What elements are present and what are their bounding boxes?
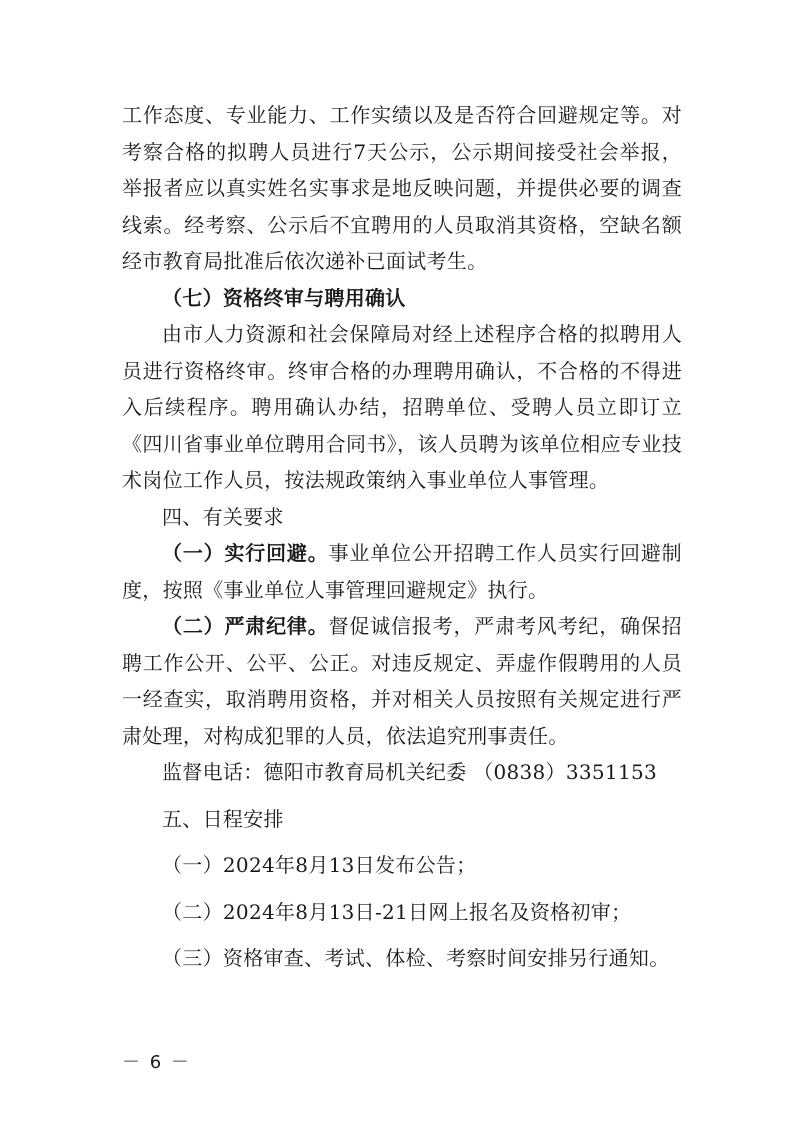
avoidance-body: 事业单位公开招聘工作人员实行回避制度，按照《事业单位人事管理回避规定》执行。 <box>122 541 682 602</box>
heading-schedule: 五、日程安排 <box>162 806 284 831</box>
schedule-item-1: （一）2024年8月13日发布公告； <box>162 853 477 877</box>
discipline-lead: （二）严肃纪律。 <box>162 614 329 638</box>
schedule-item-2: （二）2024年8月13日-21日网上报名及资格初审； <box>162 899 632 924</box>
heading-final-review: （七）资格终审与聘用确认 <box>162 285 406 310</box>
page-number: － 6 － <box>122 1052 191 1073</box>
paragraph-discipline <box>122 608 682 754</box>
avoidance-lead: （一）实行回避。 <box>162 541 329 565</box>
discipline-body: 督促诚信报考，严肃考风考纪，确保招聘工作公开、公平、公正。对违反规定、弄虚作假聘用的人员一经查实，取消聘用资格，并对相关人员按照有关规定进行严肃处理，对构成犯罪的人员，依法追究刑事责任。 <box>122 614 682 748</box>
paragraph-avoidance <box>122 535 682 608</box>
document-body <box>122 97 682 977</box>
schedule-item-3: （三）资格审查、考试、体检、考察时间安排另行通知。 <box>162 946 670 970</box>
paragraph-final-review: 由市人力资源和社会保障局对经上述程序合格的拟聘用人员进行资格终审。终审合格的办理聘用确认，不合格的不得进入后续程序。聘用确认办结，招聘单位、受聘人员立即订立《四川省事业单位聘用合同书》，该人员聘为该单位相应专业技术岗位工作人员，按法规政策纳入事业单位人事管理。 <box>122 322 682 492</box>
heading-requirements: 四、有关要求 <box>162 504 284 529</box>
paragraph-inspection: 工作态度、专业能力、工作实绩以及是否符合回避规定等。对考察合格的拟聘人员进行7天公示，公示期间接受社会举报，举报者应以真实姓名实事求是地反映问题，并提供必要的调查线索。经考察、公示后不宜聘用的人员取消其资格，空缺名额经市教育局批准后依次递补已面试考生。 <box>122 103 682 273</box>
supervision-phone: 监督电话：德阳市教育局机关纪委 （0838）3351153 <box>162 760 658 784</box>
